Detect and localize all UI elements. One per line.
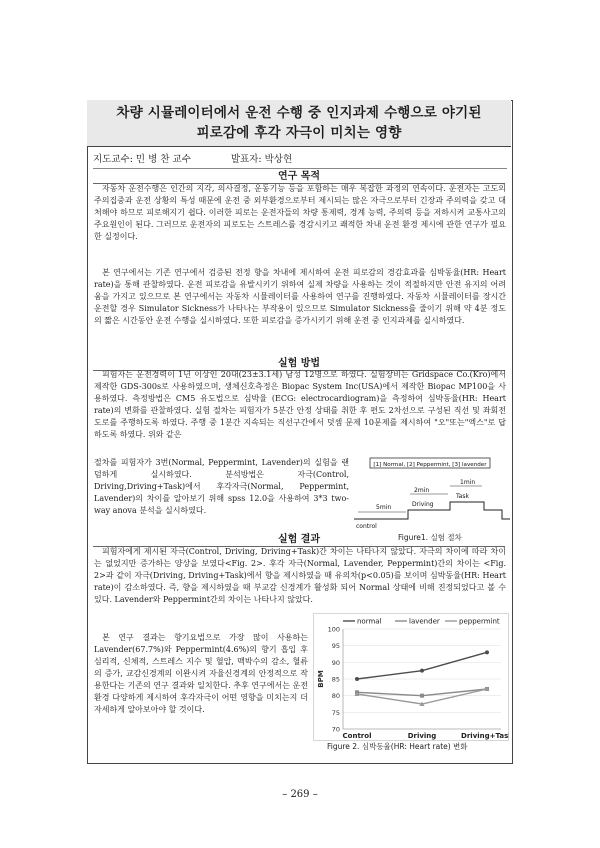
legend-label-peppermint: peppermint [459, 617, 500, 626]
section-title-purpose: 연구 목적 [93, 167, 505, 184]
section-title-results: 실험 결과 [93, 530, 505, 547]
purpose-paragraph-2: 본 연구에서는 기존 연구에서 검증된 전정 향을 차내에 제시하여 운전 피로감의 경감효과를 심박동율(HR: Heart rate)을 통해 관찰하였다. 운전 피로감을 유발시키기 위하여 실제 차량을 사용하는 것이 적절하지만 안전 유지의 어려움을 가지고 있으므로 본 연구에서는 자동차 시뮬레이터를 사용하여 연구를 진행하였다. 자동차 시뮬레이터를 장시간 운전할 경우 Simulator Sickness가 나타나는 부작용이 있으므로 Simulator Sickness를 줄이기 위해 약 4분 정도의 짧은 시간동안 운전 수행을 실시하였다. 또한 피로감을 증가시키기 위해 운전 중 인지과제를 실시하였다. [94, 268, 506, 325]
y-tick-label: 95 [331, 642, 340, 651]
presenter: 발표자: 박상현 [230, 154, 293, 165]
figure1-legend: [1] Normal, [2] Peppermint, [3] lavender [373, 462, 487, 468]
label-2min: 2min [414, 487, 430, 494]
y-tick-label: 100 [327, 625, 340, 634]
label-driving: Driving [412, 501, 434, 508]
y-tick-label: 85 [331, 675, 340, 684]
section-title-method: 실험 방법 [93, 354, 505, 371]
method-paragraph-1: 피험자는 운전경력이 1년 이상인 20대(23±3.1세) 남성 12명으로 하였다. 실험장비는 Gridspace Co.(Kro)에서 제작한 GDS-300s로 사용하였으며, 생체신호측정은 Biopac System Inc(USA)에서 제작한 Biopac MP100을 사용하였다. 측정방법은 CM5 유도법으로 심박율 (ECG: electrocardiogram)을 측정하여 심박동율(HR: Heart rate)의 변화를 관찰하였다. 실험 절차는 피험자가 5분간 안정 상태를 취한 후 편도 2차선으로 구성된 직선 및 좌회전 도로를 주행하도록 하였다. 주행 중 1분간 지속되는 직선구간에서 덧셈 문제 10문제를 제시하여 "오"또는"엑스"로 답하도록 하였다. 위와 같은 [94, 370, 506, 439]
legend-label-lavender: lavender [409, 617, 440, 626]
label-1min: 1min [460, 479, 476, 486]
y-axis-label: BPM [317, 670, 325, 688]
hr-line-chart [313, 613, 509, 741]
label-5min: 5min [376, 504, 392, 511]
legend-label-normal: normal [357, 617, 382, 626]
y-tick-label: 90 [331, 658, 340, 667]
figure1-caption: Figure1. 실험 절차 [398, 533, 462, 542]
point-normal [485, 650, 489, 654]
point-normal [355, 677, 359, 681]
figure2-caption: Figure 2. 심박동율(HR: Heart rate) 변화 [327, 742, 468, 751]
y-tick-label: 75 [331, 708, 340, 717]
results-paragraph-2: 본 연구 결과는 향기요법으로 가장 많이 사용하는 Lavender(67.7%)와 Peppermint(4.6%)의 향기 흡입 후 심리적, 신체적, 스트레스 지수 및 혈압, 맥박수의 감소, 혈류의 증가, 교감신경계의 이완시켜 자율신경계의 안정적으로 작용한다는 기존의 연구 결과와 일치한다. 추후 연구에서는 운전 환경 다양하게 제시하여 후각자극이 어떤 영향을 미치는지 더 자세하게 알아보아야 할 것이다. [94, 633, 308, 714]
title-line-1: 차량 시뮬레이터에서 운전 수행 중 인지과제 수행으로 야기된 [116, 105, 482, 121]
label-task: Task [456, 493, 469, 500]
label-control: control [356, 523, 377, 530]
y-tick-label: 70 [331, 725, 340, 734]
method-paragraph-2: 절차를 피험자가 3번(Normal, Peppermint, Lavender)의 실험을 랜덤하게 실시하였다. 분석방법은 자극(Control, Driving,Driving+Task)에서 후각자극(Normal, Peppermint, Lavender)의 차이를 알아보기 위해 spss 12.0을 사용하여 3*3 two-way anova 분석을 실시하였다. [94, 458, 349, 515]
x-tick-label: Control [342, 732, 372, 740]
x-tick-label: Driving+Task [461, 732, 509, 740]
x-tick-label: Driving [407, 732, 437, 740]
figure-2 [313, 613, 509, 753]
title-line-2: 피로감에 후각 자극이 미치는 영향 [196, 125, 402, 141]
advisor: 지도교수: 민 병 찬 교수 [93, 154, 191, 165]
point-normal [420, 669, 424, 673]
results-paragraph-1: 피험자에게 제시된 자극(Control, Driving, Driving+Task)간 차이는 나타나지 않았다. 자극의 차이에 따라 차이는 없었지만 증가하는 양상을 보였다<Fig. 2>. 후각 자극(Normal, Lavender, Peppermint)간의 차이는 <Fig. 2>과 같이 자극(Driving, Driving+Task)에서 향을 제시하였을 때 유의차(p<0.05)를 보이며 심박동율(HR: Heart rate)이 감소하였다. 즉, 향을 제시하였을 때 부교감 신경계가 활성화 되어 Normal 상태에 비해 진정되었다고 볼 수 있다. Lavender와 Peppermint간의 차이는 나타나지 않았다. [94, 547, 506, 604]
y-tick-label: 80 [331, 692, 340, 701]
title-box [87, 100, 511, 147]
page-number: – 269 – [282, 789, 318, 800]
purpose-paragraph-1: 자동차 운전수행은 인간의 지각, 의사결정, 운동기능 등을 포함하는 매우 복잡한 과정의 연속이다. 운전자는 고도의 주의집중과 운전 상황의 특성 때문에 운전 중 외부환경으로부터 제시되는 많은 자극으로부터 긴장과 주의력을 갖고 대처해야 하므로 피로해지기 쉽다. 이러한 피로는 운전자들의 차량 통제력, 경계 능력, 주의력 등을 저하시켜 교통사고의 주요원인이 된다. 그러므로 운전자의 피로도는 스트레스를 경감시키고 쾌적한 차내 운전 환경 제시에 관한 연구가 필요한 실정이다. [94, 184, 506, 241]
point-lavender [420, 694, 424, 698]
